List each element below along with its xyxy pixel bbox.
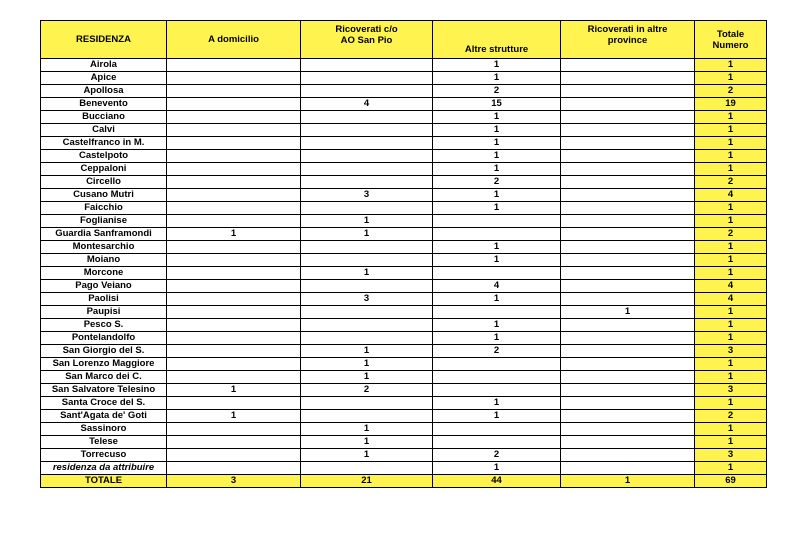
cell-domicilio: 1 xyxy=(167,410,301,423)
cell-altre-strutture: 1 xyxy=(433,189,561,202)
cell-ricoverati: 3 xyxy=(301,293,433,306)
cell-altre-strutture: 1 xyxy=(433,137,561,150)
cell-residenza: residenza da attribuire xyxy=(41,462,167,475)
cell-domicilio xyxy=(167,111,301,124)
cell-ricoverati: 1 xyxy=(301,228,433,241)
cell-ricoverati: 1 xyxy=(301,215,433,228)
cell-domicilio xyxy=(167,293,301,306)
cell-domicilio xyxy=(167,371,301,384)
cell-ricoverati xyxy=(301,176,433,189)
header-altre-strutture: Altre strutture xyxy=(433,21,561,59)
table-row xyxy=(41,228,767,241)
cell-altre-province xyxy=(561,228,695,241)
cell-ricoverati xyxy=(301,280,433,293)
table-row xyxy=(41,267,767,280)
cell-altre-province xyxy=(561,72,695,85)
table-row xyxy=(41,462,767,475)
cell-altre-strutture xyxy=(433,371,561,384)
cell-domicilio xyxy=(167,306,301,319)
cell-domicilio xyxy=(167,280,301,293)
table-row xyxy=(41,358,767,371)
table-row xyxy=(41,137,767,150)
header-province-line2: province xyxy=(607,35,648,46)
table-row xyxy=(41,241,767,254)
cell-domicilio xyxy=(167,189,301,202)
cell-ricoverati: 2 xyxy=(301,384,433,397)
cell-altre-province xyxy=(561,436,695,449)
cell-totale: 1 xyxy=(695,215,767,228)
header-residenza: RESIDENZA xyxy=(41,21,167,59)
cell-altre-strutture: 4 xyxy=(433,280,561,293)
cell-altre-province xyxy=(561,241,695,254)
cell-residenza: San Giorgio del S. xyxy=(41,345,167,358)
cell-residenza: Torrecuso xyxy=(41,449,167,462)
cell-altre-province xyxy=(561,176,695,189)
cell-totale: 3 xyxy=(695,449,767,462)
cell-domicilio xyxy=(167,163,301,176)
cell-totale: 1 xyxy=(695,111,767,124)
table-row xyxy=(41,163,767,176)
cell-altre-strutture: 2 xyxy=(433,85,561,98)
table-row xyxy=(41,306,767,319)
table-row xyxy=(41,436,767,449)
cell-totale: 3 xyxy=(695,384,767,397)
cell-altre-strutture: 1 xyxy=(433,150,561,163)
cell-altre-province xyxy=(561,397,695,410)
cell-totale: 2 xyxy=(695,410,767,423)
table-row xyxy=(41,111,767,124)
cell-altre-province xyxy=(561,59,695,72)
cell-altre-strutture: 2 xyxy=(433,345,561,358)
cell-altre-province xyxy=(561,423,695,436)
cell-ricoverati xyxy=(301,72,433,85)
header-ricoverati-altre-province xyxy=(561,21,695,59)
cell-domicilio xyxy=(167,267,301,280)
cell-totale: 1 xyxy=(695,124,767,137)
cell-ricoverati xyxy=(301,306,433,319)
cell-totale: 1 xyxy=(695,332,767,345)
cell-totale: 1 xyxy=(695,423,767,436)
cell-domicilio xyxy=(167,137,301,150)
cell-totale: 3 xyxy=(695,345,767,358)
cell-totale: 1 xyxy=(695,241,767,254)
cell-altre-province xyxy=(561,345,695,358)
totals-province: 1 xyxy=(561,475,695,488)
cell-domicilio xyxy=(167,449,301,462)
cell-totale: 1 xyxy=(695,202,767,215)
cell-altre-province xyxy=(561,202,695,215)
cell-domicilio xyxy=(167,462,301,475)
cell-altre-province xyxy=(561,98,695,111)
cell-totale: 1 xyxy=(695,163,767,176)
cell-altre-strutture: 2 xyxy=(433,176,561,189)
cases-by-residence-table xyxy=(40,20,767,488)
cell-domicilio xyxy=(167,241,301,254)
cell-ricoverati: 4 xyxy=(301,98,433,111)
cell-altre-strutture: 1 xyxy=(433,202,561,215)
cell-altre-strutture: 1 xyxy=(433,462,561,475)
cell-totale: 4 xyxy=(695,280,767,293)
table-row xyxy=(41,150,767,163)
cell-domicilio xyxy=(167,436,301,449)
cell-altre-strutture: 1 xyxy=(433,293,561,306)
cell-residenza: Pontelandolfo xyxy=(41,332,167,345)
cell-altre-strutture: 1 xyxy=(433,163,561,176)
table-row xyxy=(41,280,767,293)
cell-altre-strutture: 1 xyxy=(433,59,561,72)
cell-altre-strutture: 1 xyxy=(433,72,561,85)
cell-residenza: Telese xyxy=(41,436,167,449)
totals-altre: 44 xyxy=(433,475,561,488)
cell-domicilio: 1 xyxy=(167,228,301,241)
cell-residenza: Sant'Agata de' Goti xyxy=(41,410,167,423)
cell-totale: 1 xyxy=(695,358,767,371)
cell-residenza: Castelfranco in M. xyxy=(41,137,167,150)
table-row xyxy=(41,397,767,410)
header-totale-line1: Totale xyxy=(716,28,745,40)
cell-residenza: Faicchio xyxy=(41,202,167,215)
cell-residenza: Apice xyxy=(41,72,167,85)
cell-residenza: Pago Veiano xyxy=(41,280,167,293)
cell-altre-strutture: 1 xyxy=(433,124,561,137)
cell-altre-strutture xyxy=(433,358,561,371)
cell-residenza: Bucciano xyxy=(41,111,167,124)
cell-ricoverati xyxy=(301,137,433,150)
cell-altre-strutture: 1 xyxy=(433,241,561,254)
cell-ricoverati xyxy=(301,124,433,137)
table-row xyxy=(41,449,767,462)
cell-ricoverati xyxy=(301,150,433,163)
cell-ricoverati xyxy=(301,111,433,124)
table-row xyxy=(41,85,767,98)
cell-altre-province xyxy=(561,150,695,163)
cell-altre-strutture xyxy=(433,436,561,449)
cell-residenza: Montesarchio xyxy=(41,241,167,254)
cell-ricoverati: 1 xyxy=(301,423,433,436)
cell-totale: 1 xyxy=(695,371,767,384)
cell-residenza: Ceppaloni xyxy=(41,163,167,176)
totals-domicilio: 3 xyxy=(167,475,301,488)
table-row xyxy=(41,345,767,358)
cell-altre-strutture: 2 xyxy=(433,449,561,462)
cell-altre-province xyxy=(561,449,695,462)
table-row xyxy=(41,72,767,85)
cell-domicilio xyxy=(167,345,301,358)
cell-altre-province xyxy=(561,111,695,124)
cell-ricoverati xyxy=(301,332,433,345)
header-totale-line2: Numero xyxy=(712,39,749,51)
cell-residenza: San Lorenzo Maggiore xyxy=(41,358,167,371)
cell-altre-province: 1 xyxy=(561,306,695,319)
cell-residenza: Paupisi xyxy=(41,306,167,319)
totals-label: TOTALE xyxy=(41,475,167,488)
table-row xyxy=(41,332,767,345)
table-row xyxy=(41,98,767,111)
cell-totale: 4 xyxy=(695,293,767,306)
cell-altre-strutture: 1 xyxy=(433,254,561,267)
table-row xyxy=(41,215,767,228)
cell-altre-province xyxy=(561,280,695,293)
cell-domicilio xyxy=(167,59,301,72)
totals-totale: 69 xyxy=(695,475,767,488)
cell-totale: 1 xyxy=(695,150,767,163)
cell-altre-province xyxy=(561,319,695,332)
table-row xyxy=(41,371,767,384)
cell-totale: 1 xyxy=(695,397,767,410)
cell-altre-province xyxy=(561,384,695,397)
cell-altre-province xyxy=(561,358,695,371)
cell-altre-province xyxy=(561,462,695,475)
table-row xyxy=(41,384,767,397)
table-row xyxy=(41,319,767,332)
cell-domicilio xyxy=(167,85,301,98)
header-ricoverati-line1: Ricoverati c/o xyxy=(335,24,398,35)
cell-totale: 1 xyxy=(695,254,767,267)
cell-residenza: Paolisi xyxy=(41,293,167,306)
cell-totale: 1 xyxy=(695,462,767,475)
cell-residenza: Apollosa xyxy=(41,85,167,98)
cell-altre-province xyxy=(561,124,695,137)
cell-totale: 2 xyxy=(695,228,767,241)
cell-residenza: Morcone xyxy=(41,267,167,280)
totals-ricoverati: 21 xyxy=(301,475,433,488)
cell-altre-province xyxy=(561,163,695,176)
cell-totale: 2 xyxy=(695,176,767,189)
cell-domicilio xyxy=(167,72,301,85)
cell-altre-province xyxy=(561,215,695,228)
cell-ricoverati: 1 xyxy=(301,449,433,462)
cell-ricoverati xyxy=(301,163,433,176)
cell-totale: 1 xyxy=(695,306,767,319)
table-row xyxy=(41,202,767,215)
cell-altre-province xyxy=(561,189,695,202)
cell-ricoverati: 1 xyxy=(301,436,433,449)
cell-altre-strutture: 1 xyxy=(433,319,561,332)
cell-ricoverati xyxy=(301,202,433,215)
cell-domicilio xyxy=(167,150,301,163)
cell-altre-province xyxy=(561,293,695,306)
header-a-domicilio: A domicilio xyxy=(167,21,301,59)
cell-altre-strutture xyxy=(433,267,561,280)
cell-domicilio xyxy=(167,254,301,267)
cell-domicilio xyxy=(167,202,301,215)
cell-residenza: Castelpoto xyxy=(41,150,167,163)
cell-ricoverati xyxy=(301,59,433,72)
table-body xyxy=(41,59,767,475)
cell-domicilio xyxy=(167,397,301,410)
cases-table-container xyxy=(40,20,767,488)
cell-domicilio xyxy=(167,176,301,189)
header-totale-numero xyxy=(695,21,767,59)
table-row xyxy=(41,293,767,306)
cell-altre-province xyxy=(561,137,695,150)
table-row xyxy=(41,423,767,436)
cell-domicilio xyxy=(167,215,301,228)
cell-altre-province xyxy=(561,254,695,267)
cell-altre-strutture: 1 xyxy=(433,397,561,410)
cell-altre-province xyxy=(561,371,695,384)
cell-domicilio xyxy=(167,124,301,137)
cell-residenza: Calvi xyxy=(41,124,167,137)
header-ricoverati-ao-san-pio xyxy=(301,21,433,59)
cell-altre-province xyxy=(561,267,695,280)
cell-residenza: Sassinoro xyxy=(41,423,167,436)
cell-domicilio: 1 xyxy=(167,384,301,397)
cell-ricoverati: 1 xyxy=(301,358,433,371)
table-row xyxy=(41,410,767,423)
cell-residenza: Moiano xyxy=(41,254,167,267)
cell-altre-strutture xyxy=(433,228,561,241)
cell-altre-strutture xyxy=(433,423,561,436)
cell-domicilio xyxy=(167,319,301,332)
cell-altre-strutture: 1 xyxy=(433,111,561,124)
cell-residenza: Benevento xyxy=(41,98,167,111)
cell-altre-strutture: 1 xyxy=(433,332,561,345)
cell-totale: 4 xyxy=(695,189,767,202)
cell-altre-province xyxy=(561,410,695,423)
cell-totale: 19 xyxy=(695,98,767,111)
cell-domicilio xyxy=(167,332,301,345)
cell-altre-strutture xyxy=(433,384,561,397)
cell-altre-strutture: 15 xyxy=(433,98,561,111)
cell-altre-province xyxy=(561,85,695,98)
header-province-line1: Ricoverati in altre xyxy=(587,24,668,35)
cell-residenza: San Marco dei C. xyxy=(41,371,167,384)
cell-residenza: Foglianise xyxy=(41,215,167,228)
cell-altre-strutture xyxy=(433,306,561,319)
table-header-row xyxy=(41,21,767,59)
cell-residenza: Cusano Mutri xyxy=(41,189,167,202)
cell-ricoverati: 1 xyxy=(301,267,433,280)
table-row xyxy=(41,254,767,267)
table-row xyxy=(41,59,767,72)
cell-ricoverati xyxy=(301,241,433,254)
cell-totale: 1 xyxy=(695,59,767,72)
cell-residenza: Circello xyxy=(41,176,167,189)
cell-domicilio xyxy=(167,98,301,111)
cell-ricoverati xyxy=(301,462,433,475)
cell-altre-strutture: 1 xyxy=(433,410,561,423)
table-row xyxy=(41,176,767,189)
cell-ricoverati xyxy=(301,319,433,332)
cell-residenza: Santa Croce del S. xyxy=(41,397,167,410)
cell-ricoverati: 1 xyxy=(301,345,433,358)
cell-residenza: Pesco S. xyxy=(41,319,167,332)
cell-ricoverati: 1 xyxy=(301,371,433,384)
table-row xyxy=(41,189,767,202)
cell-ricoverati xyxy=(301,410,433,423)
cell-totale: 1 xyxy=(695,267,767,280)
cell-totale: 1 xyxy=(695,319,767,332)
cell-residenza: Guardia Sanframondi xyxy=(41,228,167,241)
cell-totale: 1 xyxy=(695,137,767,150)
cell-ricoverati xyxy=(301,254,433,267)
totals-row xyxy=(41,475,767,488)
cell-ricoverati xyxy=(301,397,433,410)
cell-ricoverati xyxy=(301,85,433,98)
cell-residenza: San Salvatore Telesino xyxy=(41,384,167,397)
header-ricoverati-line2: AO San Pio xyxy=(340,35,393,46)
cell-totale: 2 xyxy=(695,85,767,98)
cell-residenza: Airola xyxy=(41,59,167,72)
cell-totale: 1 xyxy=(695,436,767,449)
cell-domicilio xyxy=(167,423,301,436)
table-row xyxy=(41,124,767,137)
cell-altre-strutture xyxy=(433,215,561,228)
cell-altre-province xyxy=(561,332,695,345)
cell-ricoverati: 3 xyxy=(301,189,433,202)
cell-totale: 1 xyxy=(695,72,767,85)
cell-domicilio xyxy=(167,358,301,371)
